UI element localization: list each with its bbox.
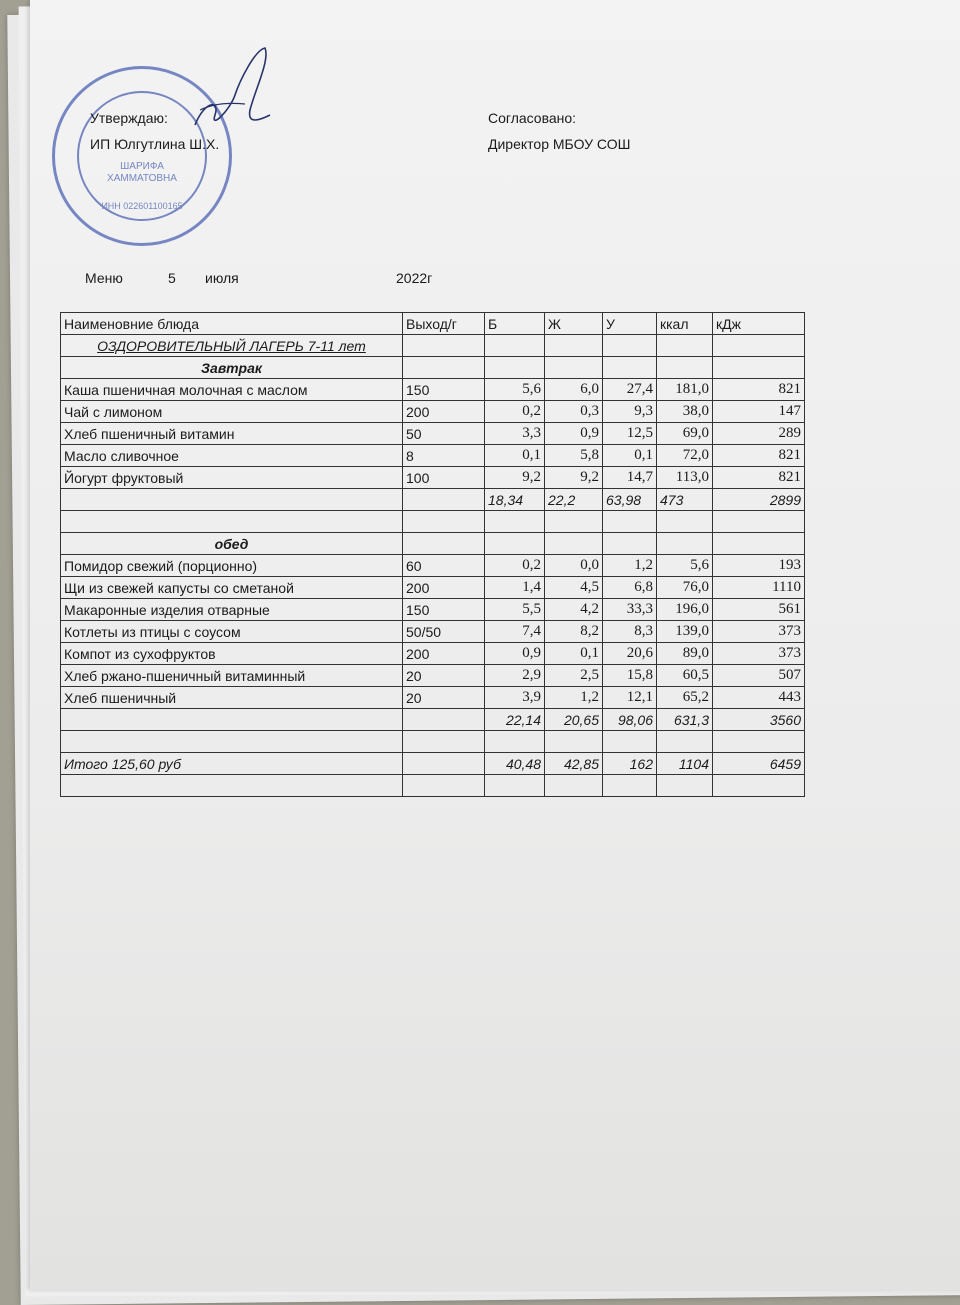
dish-value: 0,1 [485,445,545,467]
dish-value: 60,5 [657,665,713,687]
dish-portion: 150 [403,379,485,401]
breakfast-total-row [61,489,805,511]
dish-value: 181,0 [657,379,713,401]
dish-value: 6,0 [545,379,603,401]
table-row [61,643,805,665]
agreed-by: Директор МБОУ СОШ [488,136,631,152]
total-cell: 18,34 [485,489,545,511]
dish-value: 196,0 [657,599,713,621]
stamp-name-line1: ШАРИФА [120,161,164,172]
breakfast-rows [61,379,805,489]
dish-value: 821 [713,379,805,401]
dish-value: 14,7 [603,467,657,489]
table-row [61,555,805,577]
section-row [61,533,805,555]
table-row [61,423,805,445]
dish-value: 1,2 [603,555,657,577]
dish-value: 561 [713,599,805,621]
approver-name: ИП Юлгутлина Ш.Х. [90,136,220,152]
grand-total-cell: 40,48 [485,753,545,775]
dish-value: 821 [713,467,805,489]
dish-portion: 150 [403,599,485,621]
dish-value: 0,0 [545,555,603,577]
dish-name: Хлеб пшеничный [61,687,403,709]
dish-value: 38,0 [657,401,713,423]
header-cell: ккал [657,313,713,335]
dish-value: 15,8 [603,665,657,687]
dish-value: 9,2 [545,467,603,489]
dish-value: 9,3 [603,401,657,423]
header-cell: Наименовние блюда [61,313,403,335]
dish-value: 5,6 [485,379,545,401]
menu-label: Меню [85,270,123,286]
dish-value: 2,5 [545,665,603,687]
dish-value: 1,2 [545,687,603,709]
dish-value: 2,9 [485,665,545,687]
dish-name: Йогурт фруктовый [61,467,403,489]
dish-value: 193 [713,555,805,577]
dish-value: 0,9 [545,423,603,445]
dish-name: Каша пшеничная молочная с маслом [61,379,403,401]
dish-portion: 50/50 [403,621,485,643]
dish-value: 0,3 [545,401,603,423]
stamp-inn: ИНН 022601100165 [101,201,183,211]
dish-value: 0,9 [485,643,545,665]
table-row [61,467,805,489]
grand-total-cell: 6459 [713,753,805,775]
menu-month: июля [205,270,239,286]
agreed-label: Согласовано: [488,110,577,126]
dish-name: Компот из сухофруктов [61,643,403,665]
table-header-row [61,313,805,335]
lunch-total-row [61,709,805,731]
approve-label: Утверждаю: [90,110,168,126]
dish-value: 3,9 [485,687,545,709]
grand-total-row [61,753,805,775]
dish-value: 20,6 [603,643,657,665]
stamp-name-line2: ХАММАТОВНА [107,173,177,184]
dish-value: 0,1 [545,643,603,665]
dish-value: 139,0 [657,621,713,643]
dish-value: 65,2 [657,687,713,709]
dish-name: Масло сливочное [61,445,403,467]
header-cell: У [603,313,657,335]
dish-name: Хлеб пшеничный витамин [61,423,403,445]
signature-icon [185,40,275,150]
table-row [61,401,805,423]
dish-value: 4,2 [545,599,603,621]
menu-day: 5 [168,270,176,286]
header-cell: кДж [713,313,805,335]
total-cell: 2899 [713,489,805,511]
dish-name: Чай с лимоном [61,401,403,423]
dish-name: Котлеты из птицы с соусом [61,621,403,643]
dish-portion: 20 [403,665,485,687]
total-cell: 63,98 [603,489,657,511]
dish-portion: 60 [403,555,485,577]
dish-value: 76,0 [657,577,713,599]
dish-value: 8,2 [545,621,603,643]
table-row [61,445,805,467]
table-row [61,599,805,621]
dish-value: 6,8 [603,577,657,599]
grand-total-cell: 1104 [657,753,713,775]
dish-value: 12,5 [603,423,657,445]
table-row [61,687,805,709]
empty-row [61,775,805,797]
dish-portion: 200 [403,577,485,599]
header-cell: Выход/г [403,313,485,335]
section-row [61,357,805,379]
dish-value: 1110 [713,577,805,599]
total-cell: 22,14 [485,709,545,731]
dish-name: Макаронные изделия отварные [61,599,403,621]
dish-value: 1,4 [485,577,545,599]
total-cell: 3560 [713,709,805,731]
dish-value: 0,1 [603,445,657,467]
dish-value: 0,2 [485,555,545,577]
dish-name: Помидор свежий (порционно) [61,555,403,577]
dish-value: 5,8 [545,445,603,467]
dish-value: 373 [713,621,805,643]
dish-value: 8,3 [603,621,657,643]
dish-value: 821 [713,445,805,467]
table-row [61,379,805,401]
menu-table [60,312,805,797]
dish-value: 507 [713,665,805,687]
dish-value: 373 [713,643,805,665]
total-cell: 22,2 [545,489,603,511]
dish-portion: 8 [403,445,485,467]
breakfast-title: Завтрак [61,357,403,379]
dish-value: 72,0 [657,445,713,467]
dish-value: 147 [713,401,805,423]
empty-row [61,731,805,753]
camp-title-row [61,335,805,357]
dish-value: 5,6 [657,555,713,577]
dish-portion: 200 [403,643,485,665]
table-row [61,621,805,643]
dish-value: 33,3 [603,599,657,621]
lunch-title: обед [61,533,403,555]
dish-value: 12,1 [603,687,657,709]
dish-portion: 20 [403,687,485,709]
dish-value: 113,0 [657,467,713,489]
dish-value: 4,5 [545,577,603,599]
dish-portion: 200 [403,401,485,423]
grand-total-label: Итого 125,60 руб [61,753,403,775]
table-row [61,577,805,599]
dish-value: 289 [713,423,805,445]
dish-value: 9,2 [485,467,545,489]
dish-value: 443 [713,687,805,709]
grand-total-cell: 42,85 [545,753,603,775]
dish-value: 5,5 [485,599,545,621]
menu-year: 2022г [396,270,433,286]
header-cell: Ж [545,313,603,335]
dish-value: 69,0 [657,423,713,445]
grand-total-cell: 162 [603,753,657,775]
total-cell: 473 [657,489,713,511]
total-cell: 20,65 [545,709,603,731]
dish-value: 27,4 [603,379,657,401]
dish-value: 3,3 [485,423,545,445]
dish-name: Щи из свежей капусты со сметаной [61,577,403,599]
total-cell: 98,06 [603,709,657,731]
dish-portion: 50 [403,423,485,445]
dish-value: 0,2 [485,401,545,423]
dish-name: Хлеб ржано-пшеничный витаминный [61,665,403,687]
lunch-rows [61,555,805,709]
total-cell: 631,3 [657,709,713,731]
dish-portion: 100 [403,467,485,489]
empty-row [61,511,805,533]
header-cell: Б [485,313,545,335]
table-row [61,665,805,687]
camp-title: ОЗДОРОВИТЕЛЬНЫЙ ЛАГЕРЬ 7-11 лет [61,335,403,357]
dish-value: 7,4 [485,621,545,643]
dish-value: 89,0 [657,643,713,665]
